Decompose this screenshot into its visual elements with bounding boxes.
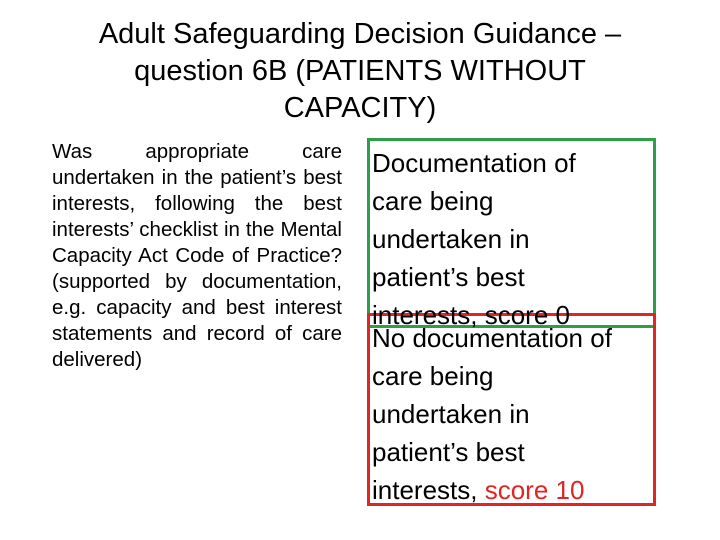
option-line: No documentation of [372, 323, 612, 353]
title-line: Adult Safeguarding Decision Guidance – [98, 18, 622, 50]
option-line: patient’s best [372, 437, 525, 467]
option-line [372, 471, 612, 509]
score-label: score 0 [484, 300, 570, 330]
question-text: Was appropriate care undertaken in the patient’s best interests, following the best interests’ checklist in the Mental Capacity Act Code of Practice? (supported by documentation, e.g. capacity and best interest statements and record of care delivered) [52, 140, 342, 371]
option-line: undertaken in [372, 224, 530, 254]
option-line-text: interests, [372, 475, 485, 505]
title-line: CAPACITY) [283, 92, 437, 124]
option-line: undertaken in [372, 399, 530, 429]
documented-option [372, 144, 576, 334]
option-line-text: interests, [372, 300, 485, 330]
not-documented-option [372, 319, 612, 509]
option-line: patient’s best [372, 262, 525, 292]
option-line: care being [372, 361, 494, 391]
option-line: care being [372, 186, 494, 216]
score-label: score 10 [484, 475, 585, 505]
page-title [40, 16, 680, 127]
title-line: question 6B (PATIENTS WITHOUT [134, 55, 586, 87]
option-line: Documentation of [372, 148, 576, 178]
